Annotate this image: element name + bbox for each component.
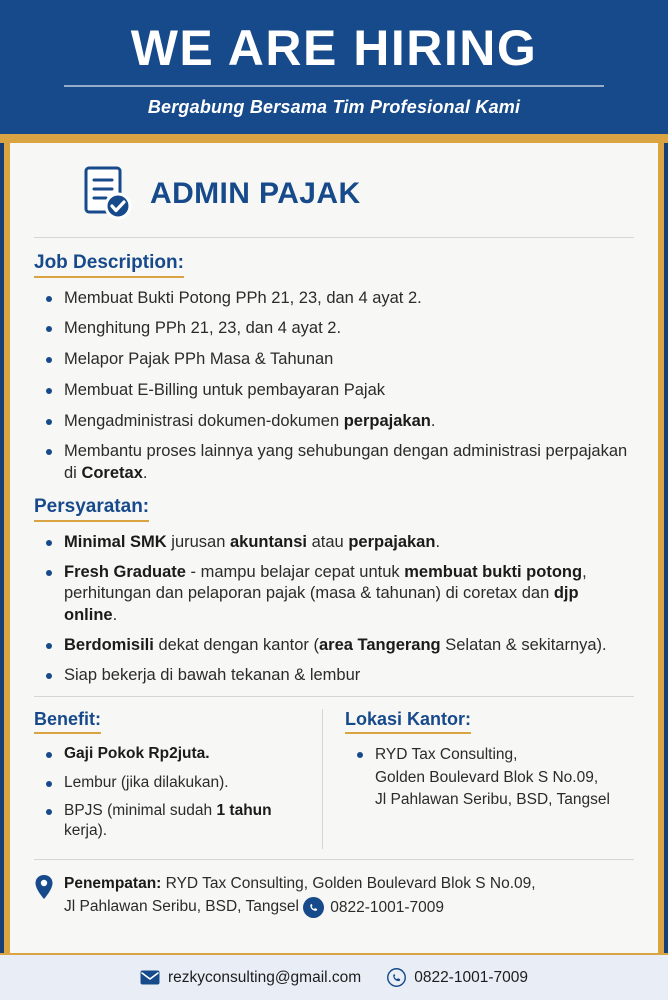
footer-phone-text: 0822-1001-7009: [414, 968, 528, 986]
placement-label: Penempatan:: [64, 875, 162, 893]
whatsapp-icon: [303, 897, 324, 918]
office-address-line-3: Jl Pahlawan Seribu, BSD, Tangsel: [375, 791, 610, 809]
list-item: Membantu proses lainnya yang sehubungan dengan administrasi perpajakan di Coretax.: [38, 441, 634, 485]
poster-header: [0, 0, 668, 134]
list-item: Membuat Bukti Potong PPh 21, 23, dan 4 ayat 2.: [38, 288, 634, 310]
list-item: Membuat E-Billing untuk pembayaran Pajak: [38, 380, 634, 402]
list-item: BPJS (minimal sudah 1 tahun kerja).: [38, 801, 306, 841]
requirements-section: [34, 494, 634, 687]
list-item: Minimal SMK jurusan akuntansi atau perpajakan.: [38, 532, 634, 554]
header-subtitle: Bergabung Bersama Tim Profesional Kami: [147, 96, 521, 117]
header-divider: [64, 85, 604, 87]
section-divider: [34, 237, 634, 238]
list-item: Berdomisili dekat dengan kantor (area Tangerang Selatan & sekitarnya).: [38, 635, 634, 657]
benefit-heading: Benefit:: [34, 709, 101, 734]
placement-section: [34, 859, 634, 929]
poster-body: [0, 143, 668, 954]
envelope-icon: [140, 970, 160, 985]
placement-text: [64, 872, 536, 919]
requirements-heading: Persyaratan:: [34, 496, 149, 522]
header-title: WE ARE HIRING: [130, 20, 538, 76]
benefit-section: [34, 709, 322, 849]
job-description-heading: Job Description:: [34, 252, 184, 278]
list-item: Fresh Graduate - mampu belajar cepat untuk membuat bukti potong, perhitungan dan pelaporan pajak (masa & tahunan) di coretax dan djp online.: [38, 562, 634, 627]
office-location-heading: Lokasi Kantor:: [345, 709, 471, 734]
placement-address-line-2: Jl Pahlawan Seribu, BSD, Tangsel: [64, 898, 299, 916]
office-location-list: [345, 744, 634, 811]
header-accent-bar: [0, 134, 668, 143]
benefit-list: [34, 744, 306, 841]
position-row: [34, 159, 634, 233]
footer-phone[interactable]: [387, 968, 528, 987]
list-item: Gaji Pokok Rp2juta.: [38, 744, 306, 764]
list-item: Mengadministrasi dokumen-dokumen perpajakan.: [38, 411, 634, 433]
office-location-section: [322, 709, 634, 849]
poster-footer: [0, 953, 668, 1000]
list-item: Siap bekerja di bawah tekanan & lembur: [38, 665, 634, 687]
placement-phone-number: 0822-1001-7009: [330, 898, 445, 916]
list-item: Lembur (jika dilakukan).: [38, 773, 306, 793]
footer-email-text: rezkyconsulting@gmail.com: [168, 968, 362, 986]
placement-phone[interactable]: [303, 896, 444, 919]
footer-email[interactable]: [140, 969, 361, 987]
job-description-list: [34, 288, 634, 485]
list-item: Menghitung PPh 21, 23, dan 4 ayat 2.: [38, 318, 634, 340]
benefit-location-row: [34, 696, 634, 849]
list-item: [349, 744, 634, 811]
placement-address-line-1: RYD Tax Consulting, Golden Boulevard Blok S No.09,: [165, 875, 536, 893]
position-title: ADMIN PAJAK: [150, 176, 361, 210]
office-address-line-1: RYD Tax Consulting,: [375, 746, 518, 764]
map-pin-icon: [34, 874, 54, 900]
document-check-icon: [80, 165, 136, 223]
list-item: Melapor Pajak PPh Masa & Tahunan: [38, 349, 634, 371]
whatsapp-icon: [387, 968, 406, 987]
job-description-section: [34, 250, 634, 485]
office-address-line-2: Golden Boulevard Blok S No.09,: [375, 768, 599, 786]
requirements-list: [34, 532, 634, 687]
